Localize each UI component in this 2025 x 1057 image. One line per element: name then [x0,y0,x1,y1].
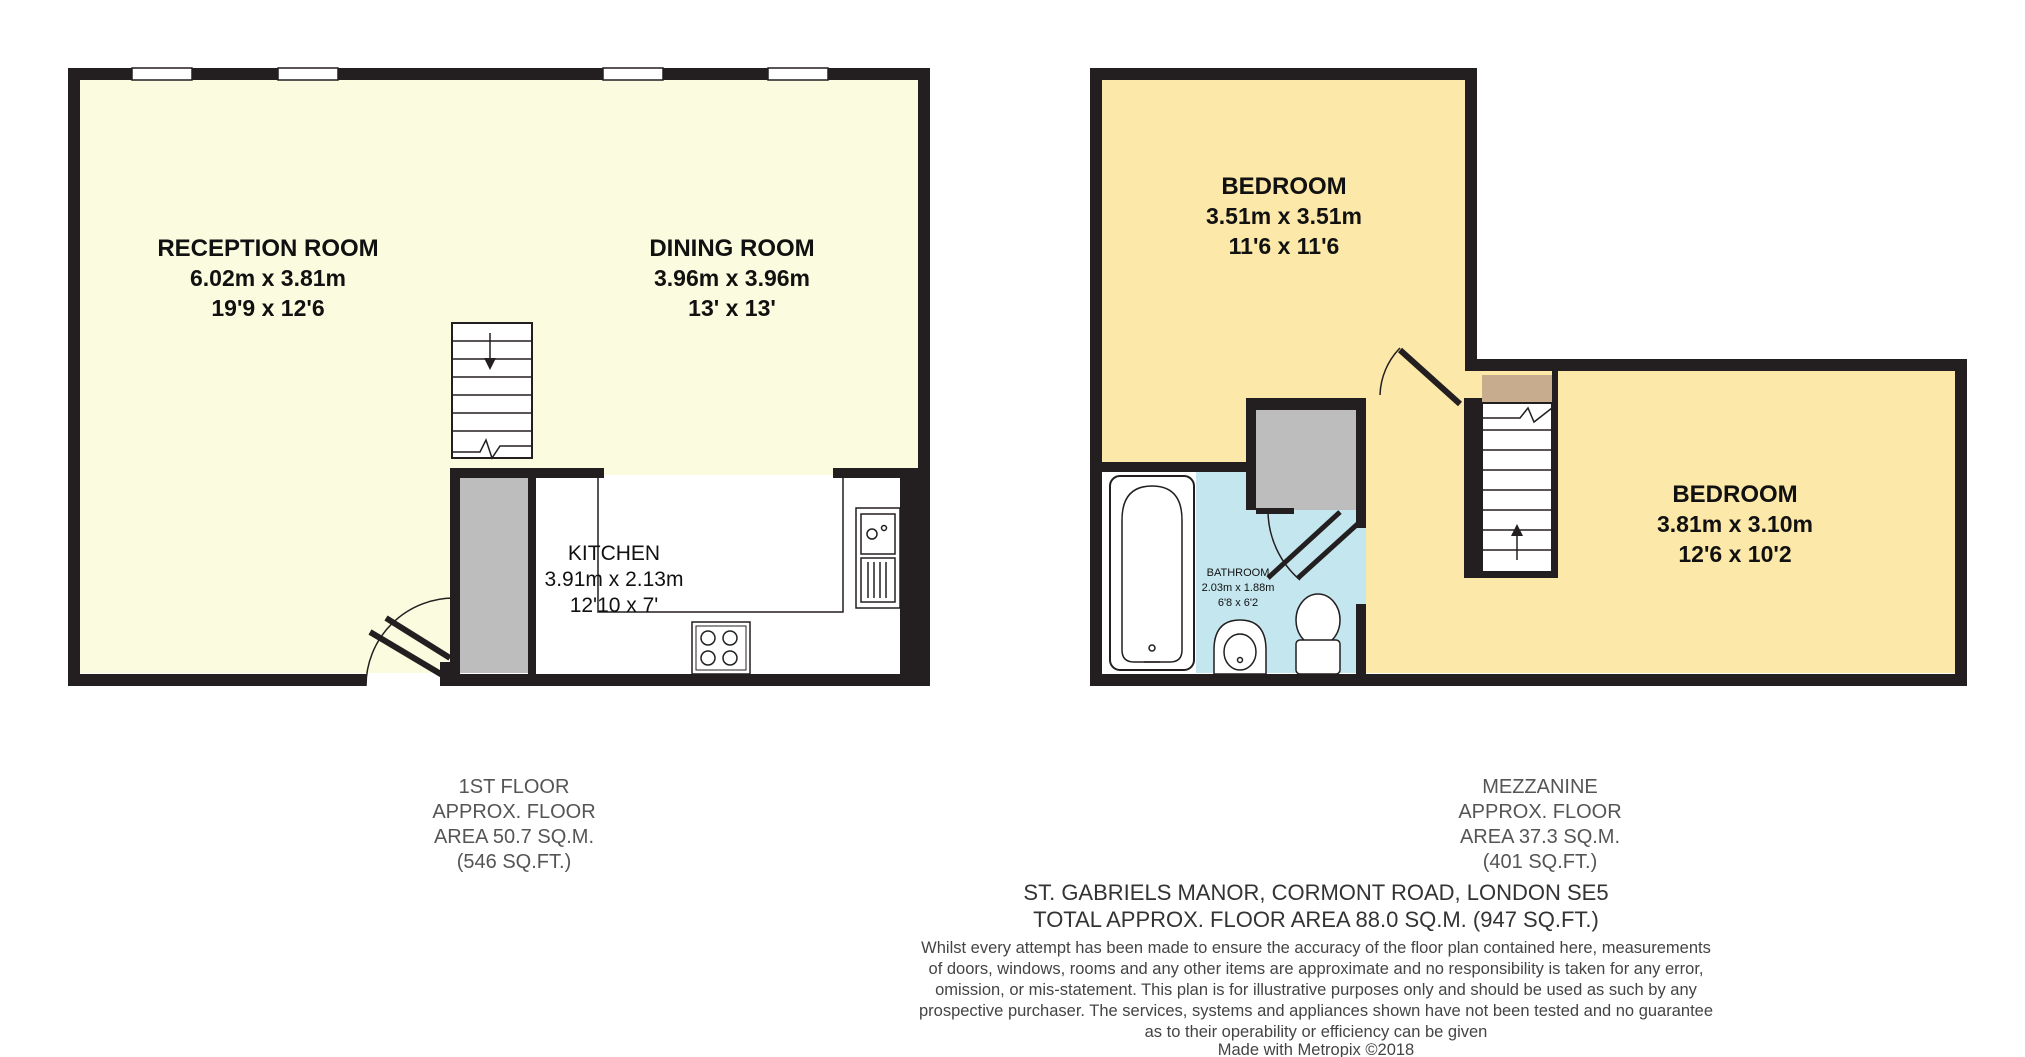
bath-icon [1110,476,1194,670]
reception-room-name: RECEPTION ROOM [157,235,379,262]
kitchen-metric: 3.91m x 2.13m [544,568,684,591]
bathroom-imperial: 6'8 x 6'2 [1217,597,1259,609]
caption-line: MEZZANINE [1482,776,1598,798]
kitchen-imperial: 12'10 x 7' [569,594,659,617]
caption-line: (401 SQ.FT.) [1482,851,1598,873]
bathroom-name: BATHROOM [1206,567,1270,579]
disclaimer-line: of doors, windows, rooms and any other items are approximate and no responsibility is taken for any error, [928,960,1704,978]
airing-cupboard [1256,410,1356,510]
basin-icon [1214,620,1266,674]
bedroom-2-name: BEDROOM [1672,481,1798,508]
staircase [1482,403,1552,572]
window [768,68,828,80]
hob-icon [692,622,750,674]
dining-room-metric: 3.96m x 3.96m [653,265,811,291]
total-floor-area: TOTAL APPROX. FLOOR AREA 88.0 SQ.M. (947 SQ.FT.) [1033,907,1599,932]
landing-area [1370,400,1480,673]
staircase [452,323,532,458]
bedroom-1-metric: 3.51m x 3.51m [1205,203,1363,229]
caption-line: 1ST FLOOR [458,776,570,798]
hall-cupboard [458,478,530,673]
reception-room-metric: 6.02m x 3.81m [189,265,347,291]
disclaimer-line: omission, or mis-statement. This plan is for illustrative purposes only and should be used as such by any [935,981,1697,999]
stair-landing [1482,375,1556,403]
reception-room-imperial: 19'9 x 12'6 [211,295,325,321]
caption-line: AREA 37.3 SQ.M. [1459,826,1621,848]
property-address: ST. GABRIELS MANOR, CORMONT ROAD, LONDON SE5 [1023,880,1609,905]
kitchen-name: KITCHEN [567,542,661,565]
bedroom-1-imperial: 11'6 x 11'6 [1228,233,1340,259]
bedroom-2-imperial: 12'6 x 10'2 [1678,541,1792,567]
mezzanine-plan [1090,68,1967,686]
first-floor-plan [68,68,930,686]
dining-room-imperial: 13' x 13' [688,295,776,321]
sink-icon [856,508,900,608]
caption-line: APPROX. FLOOR [1458,801,1622,823]
disclaimer-line: prospective purchaser. The services, systems and appliances shown have not been tested and no guarantee [918,1002,1714,1020]
dining-room-name: DINING ROOM [649,235,815,262]
caption-line: APPROX. FLOOR [432,801,596,823]
window [603,68,663,80]
bedroom-2-metric: 3.81m x 3.10m [1656,511,1814,537]
bathroom-metric: 2.03m x 1.88m [1201,582,1275,594]
first-floor-caption [432,776,595,873]
credit: Made with Metropix ©2018 [1217,1041,1415,1057]
window [278,68,338,80]
caption-line: AREA 50.7 SQ.M. [433,826,595,848]
mezzanine-caption [1458,776,1621,873]
toilet-icon [1296,594,1340,674]
footer [919,880,1713,1057]
window [132,68,192,80]
disclaimer-line: Whilst every attempt has been made to ensure the accuracy of the floor plan contained here, measurements [921,939,1711,957]
caption-line: (546 SQ.FT.) [456,851,572,873]
disclaimer-line: as to their operability or efficiency can be given [1144,1023,1488,1041]
bedroom-1-name: BEDROOM [1221,173,1347,200]
